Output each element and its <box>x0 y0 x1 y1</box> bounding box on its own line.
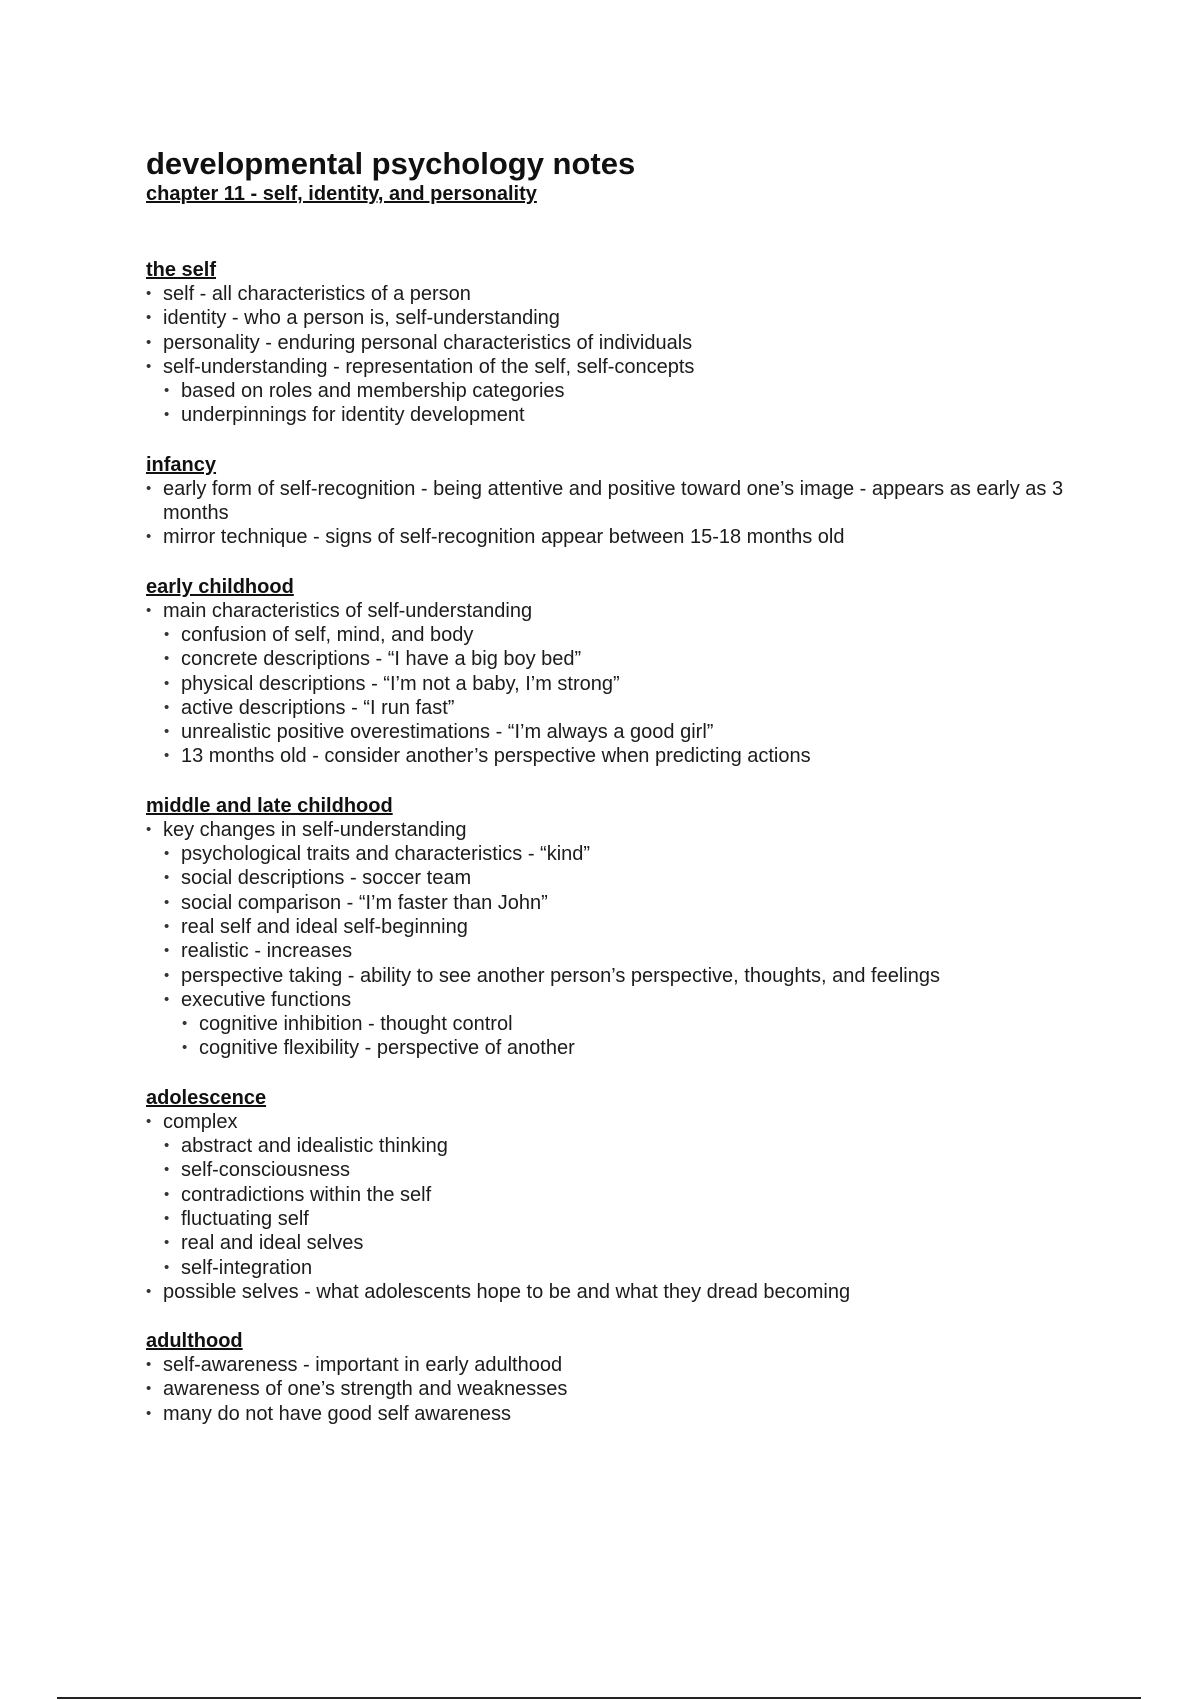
bullet-item: • possible selves - what adolescents hope to be and what they dread becoming <box>163 1280 1106 1304</box>
bullet-item: • fluctuating self <box>181 1207 1106 1231</box>
notes-sections <box>146 258 1106 1426</box>
bullet-item: • self-integration <box>181 1256 1106 1280</box>
bullet-item: • self-consciousness <box>181 1158 1106 1182</box>
bullet-item: • cognitive flexibility - perspective of another <box>199 1036 1106 1060</box>
chapter-subtitle: chapter 11 - self, identity, and personality <box>146 183 537 205</box>
section-the-self <box>146 258 1106 428</box>
bullet-item: • physical descriptions - “I’m not a baby, I’m strong” <box>181 672 1106 696</box>
bullet-item: • identity - who a person is, self-understanding <box>163 306 1106 330</box>
bullet-item: • underpinnings for identity development <box>181 403 1106 427</box>
section-heading: middle and late childhood <box>146 794 393 817</box>
bullet-item: • self-understanding - representation of the self, self-concepts <box>163 355 1106 379</box>
bullet-item: • cognitive inhibition - thought control <box>199 1012 1106 1036</box>
notes-page <box>146 146 1106 1451</box>
section-heading: adolescence <box>146 1086 267 1109</box>
bullet-item: • self - all characteristics of a person <box>163 282 1106 306</box>
bullet-list <box>146 282 1106 428</box>
bullet-item: • abstract and idealistic thinking <box>181 1134 1106 1158</box>
bullet-item: • concrete descriptions - “I have a big boy bed” <box>181 647 1106 671</box>
section-heading: early childhood <box>146 575 294 598</box>
bullet-item: • realistic - increases <box>181 939 1106 963</box>
bullet-item: • psychological traits and characteristics - “kind” <box>181 842 1106 866</box>
bullet-item: • main characteristics of self-understanding <box>163 599 1106 623</box>
bullet-item: • perspective taking - ability to see another person’s perspective, thoughts, and feelings <box>181 964 1106 988</box>
bullet-item: • real self and ideal self-beginning <box>181 915 1106 939</box>
bullet-item: • executive functions <box>181 988 1106 1012</box>
bullet-item: • mirror technique - signs of self-recognition appear between 15-18 months old <box>163 525 1106 549</box>
bullet-item: • early form of self-recognition - being attentive and positive toward one’s image - appears as early as 3 months <box>163 477 1106 526</box>
section-heading: infancy <box>146 453 217 476</box>
bullet-list <box>146 1353 1106 1426</box>
bullet-item: • based on roles and membership categories <box>181 379 1106 403</box>
bullet-item: • contradictions within the self <box>181 1183 1106 1207</box>
bullet-list <box>146 477 1106 550</box>
bullet-list <box>146 1110 1106 1304</box>
bullet-item: • awareness of one’s strength and weaknesses <box>163 1377 1106 1401</box>
bullet-list <box>146 818 1106 1061</box>
section-adulthood <box>146 1329 1106 1426</box>
bullet-item: • personality - enduring personal characteristics of individuals <box>163 331 1106 355</box>
section-heading: the self <box>146 259 217 281</box>
bullet-item: • 13 months old - consider another’s perspective when predicting actions <box>181 744 1106 768</box>
section-heading: adulthood <box>146 1330 243 1353</box>
bullet-item: • complex <box>163 1110 1106 1134</box>
bullet-item: • social comparison - “I’m faster than John” <box>181 891 1106 915</box>
bullet-item: • many do not have good self awareness <box>163 1402 1106 1426</box>
bullet-item: • unrealistic positive overestimations - “I’m always a good girl” <box>181 720 1106 744</box>
bullet-item: • self-awareness - important in early adulthood <box>163 1353 1106 1377</box>
document-title: developmental psychology notes <box>146 146 636 181</box>
section-infancy <box>146 453 1106 550</box>
bottom-divider <box>57 1697 1141 1699</box>
bullet-item: • social descriptions - soccer team <box>181 866 1106 890</box>
bullet-item: • key changes in self-understanding <box>163 818 1106 842</box>
bullet-item: • confusion of self, mind, and body <box>181 623 1106 647</box>
bullet-item: • real and ideal selves <box>181 1231 1106 1255</box>
section-adolescence <box>146 1086 1106 1304</box>
bullet-list <box>146 599 1106 769</box>
section-middle-and-late-childhood <box>146 794 1106 1061</box>
bullet-item: • active descriptions - “I run fast” <box>181 696 1106 720</box>
section-early-childhood <box>146 575 1106 769</box>
